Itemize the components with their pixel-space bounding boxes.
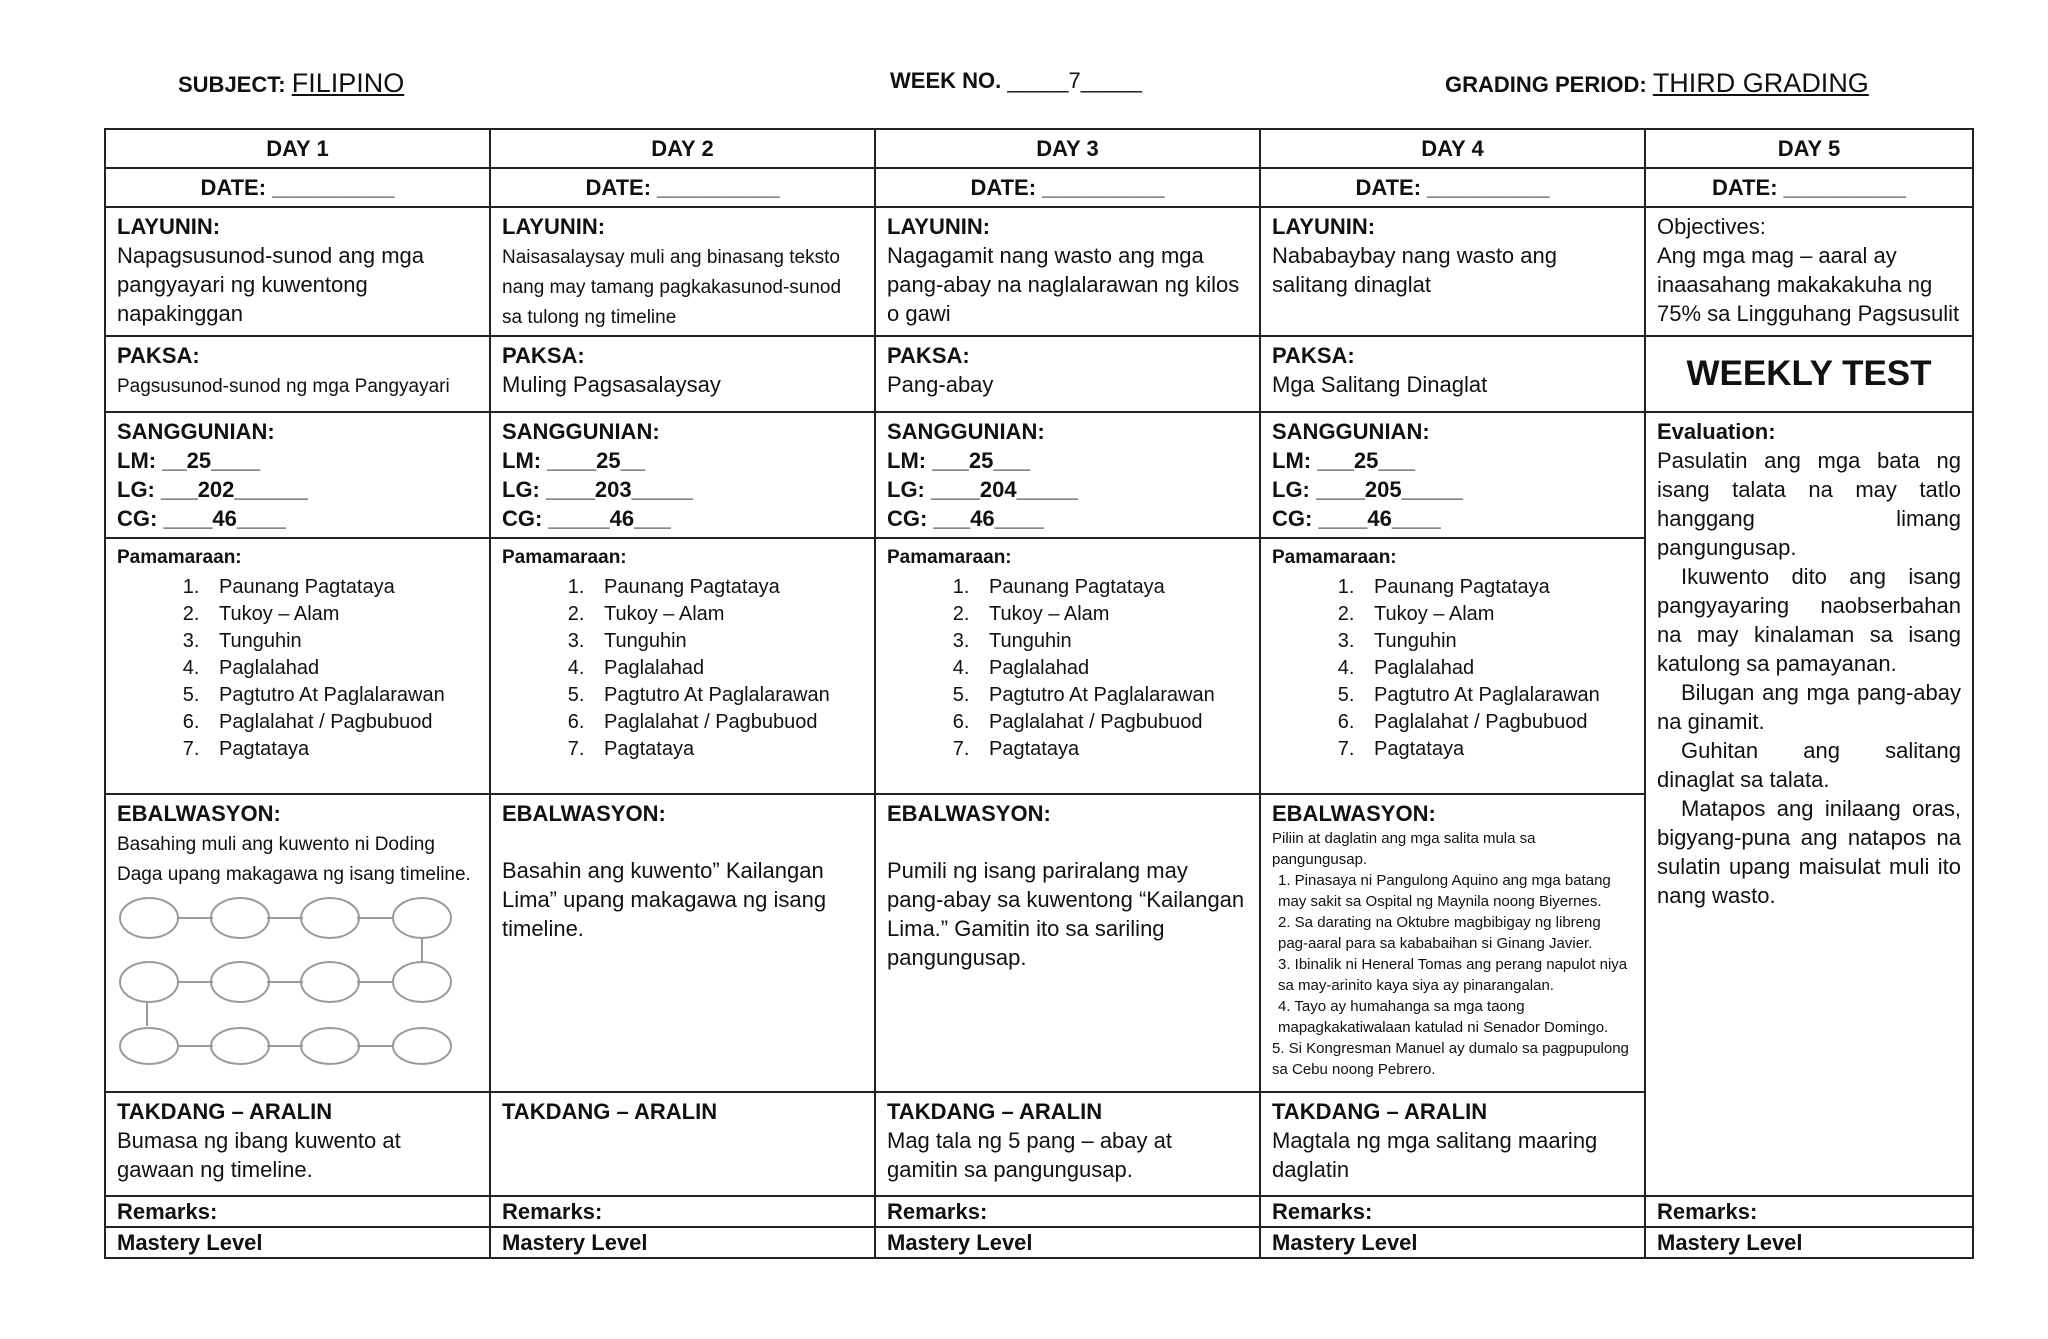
day-3-steps [887, 574, 1248, 763]
paksa-label: PAKSA: [117, 343, 200, 368]
grading-period-label: GRADING PERIOD: [1445, 72, 1647, 97]
day-2-lm: LM: ____25__ [502, 448, 646, 473]
week-label: WEEK NO. [890, 68, 1002, 93]
day-2-cg: CG: _____46___ [502, 506, 671, 531]
ebalwasyon-label: EBALWASYON: [887, 801, 1051, 826]
day-3-takdang-cell [875, 1092, 1260, 1196]
day-1-layunin-cell [105, 207, 490, 336]
day-4-ebalwasyon-item: 4. Tayo ay humahanga sa mga taong mapagkakatiwalaan katulad ni Senador Domingo. [1278, 998, 1609, 1036]
day-3-date: DATE: __________ [875, 168, 1260, 207]
layunin-row [105, 207, 1973, 336]
layunin-label: LAYUNIN: [1272, 214, 1376, 239]
day-3-takdang: Mag tala ng 5 pang – abay at gamitin sa pangungusap. [887, 1128, 1172, 1182]
layunin-label: LAYUNIN: [887, 214, 991, 239]
day-1-cg: CG: ____46____ [117, 506, 286, 531]
step-item: 1. Paunang Pagtataya [590, 574, 863, 601]
day-1-steps [117, 574, 478, 763]
weekly-test-title: WEEKLY TEST [1686, 354, 1932, 393]
subject-label: SUBJECT: [178, 72, 286, 97]
page-header [0, 68, 2048, 108]
sanggunian-label: SANGGUNIAN: [1272, 419, 1430, 444]
day-2-layunin-cell [490, 207, 875, 336]
evaluation-para-3: Bilugan ang mga pang-abay na ginamit. [1657, 680, 1961, 734]
objectives-label: Objectives: [1657, 214, 1766, 239]
day-5-paksa-cell [1645, 336, 1973, 412]
step-item: 6. Paglalahat / Pagbubuod [975, 709, 1248, 736]
day-2-ebalwasyon-cell [490, 794, 875, 1092]
day-4-ebalwasyon-item: 3. Ibinalik ni Heneral Tomas ang perang napulot niya sa may-arinito kaya siya ay pinarangalan. [1278, 956, 1628, 994]
step-item: 3. Tunguhin [975, 628, 1248, 655]
grading-period-line [1445, 68, 1869, 99]
day-3-title: DAY 3 [875, 129, 1260, 168]
step-item: 5. Pagtutro At Paglalarawan [1360, 682, 1633, 709]
day-2-lg: LG: ____203_____ [502, 477, 693, 502]
day-5-date: DATE: __________ [1645, 168, 1973, 207]
takdang-label: TAKDANG – ARALIN [502, 1099, 718, 1124]
ebalwasyon-label: EBALWASYON: [1272, 801, 1436, 826]
lesson-plan-table [104, 128, 1974, 1259]
step-item: 6. Paglalahat / Pagbubuod [590, 709, 863, 736]
day-3-cg: CG: ___46____ [887, 506, 1044, 531]
day-3-paksa-cell [875, 336, 1260, 412]
day-2-steps [502, 574, 863, 763]
step-item: 7. Pagtataya [205, 736, 478, 763]
step-item: 2. Tukoy – Alam [205, 601, 478, 628]
paksa-label: PAKSA: [1272, 343, 1355, 368]
day-4-lm: LM: ___25___ [1272, 448, 1416, 473]
day-3-mastery: Mastery Level [875, 1227, 1260, 1258]
day-3-pamamaraan-cell [875, 538, 1260, 794]
day-4-steps [1272, 574, 1633, 763]
step-item: 6. Paglalahat / Pagbubuod [205, 709, 478, 736]
day-3-paksa: Pang-abay [887, 372, 994, 397]
day-5-mastery: Mastery Level [1645, 1227, 1973, 1258]
day-4-ebalwasyon-intro: Piliin at daglatin ang mga salita mula sa pangungusap. [1272, 830, 1536, 868]
day-1-remarks: Remarks: [105, 1196, 490, 1227]
day-2-sanggunian-cell [490, 412, 875, 538]
day-4-ebalwasyon-cell [1260, 794, 1645, 1092]
evaluation-para-5: Matapos ang inilaang oras, bigyang-puna ang natapos na sulatin upang maisulat muli ito nang wasto. [1657, 796, 1961, 908]
step-item: 6. Paglalahat / Pagbubuod [1360, 709, 1633, 736]
step-item: 7. Pagtataya [1360, 736, 1633, 763]
paksa-label: PAKSA: [887, 343, 970, 368]
day-3-lm: LM: ___25___ [887, 448, 1031, 473]
ebalwasyon-label: EBALWASYON: [117, 801, 281, 826]
layunin-label: LAYUNIN: [117, 214, 221, 239]
day-2-remarks: Remarks: [490, 1196, 875, 1227]
day-3-sanggunian-cell [875, 412, 1260, 538]
step-item: 1. Paunang Pagtataya [1360, 574, 1633, 601]
day-3-remarks: Remarks: [875, 1196, 1260, 1227]
day-3-layunin-cell [875, 207, 1260, 336]
day-2-layunin: Naisasalaysay muli ang binasang teksto nang may tamang pagkakasunod-sunod sa tulong ng timeline [502, 247, 842, 328]
evaluation-para-4: Guhitan ang salitang dinaglat sa talata. [1657, 738, 1961, 792]
step-item: 4. Paglalahad [1360, 655, 1633, 682]
step-item: 3. Tunguhin [590, 628, 863, 655]
day-4-lg: LG: ____205_____ [1272, 477, 1463, 502]
sanggunian-label: SANGGUNIAN: [117, 419, 275, 444]
day-4-title: DAY 4 [1260, 129, 1645, 168]
day-4-ebalwasyon-item: 5. Si Kongresman Manuel ay dumalo sa pagpupulong sa Cebu noong Pebrero. [1272, 1040, 1629, 1078]
day-1-ebalwasyon-cell [105, 794, 490, 1092]
sanggunian-label: SANGGUNIAN: [887, 419, 1045, 444]
step-item: 3. Tunguhin [205, 628, 478, 655]
day-1-sanggunian-cell [105, 412, 490, 538]
week-value: _____7_____ [1007, 68, 1142, 93]
step-item: 4. Paglalahad [975, 655, 1248, 682]
day-5-objectives: Ang mga mag – aaral ay inaasahang makakakuha ng 75% sa Lingguhang Pagsusulit [1657, 243, 1960, 326]
day-4-mastery: Mastery Level [1260, 1227, 1645, 1258]
evaluation-para-2: Ikuwento dito ang isang pangyayaring naobserbahan na may kinalaman sa isang katulong sa pamayanan. [1657, 564, 1961, 676]
day-1-lm: LM: __25____ [117, 448, 261, 473]
step-item: 1. Paunang Pagtataya [205, 574, 478, 601]
day-2-pamamaraan-cell [490, 538, 875, 794]
day-5-objectives-cell [1645, 207, 1973, 336]
day-2-ebalwasyon: Basahin ang kuwento” Kailangan Lima” upang makagawa ng isang timeline. [502, 858, 827, 941]
step-item: 5. Pagtutro At Paglalarawan [975, 682, 1248, 709]
day-4-sanggunian-cell [1260, 412, 1645, 538]
day-4-takdang-cell [1260, 1092, 1645, 1196]
paksa-row [105, 336, 1973, 412]
subject-line [178, 68, 404, 99]
layunin-label: LAYUNIN: [502, 214, 606, 239]
step-item: 7. Pagtataya [975, 736, 1248, 763]
day-4-ebalwasyon-item: 2. Sa darating na Oktubre magbibigay ng libreng pag-aaral para sa kababaihan si Ginang Javier. [1278, 914, 1601, 952]
paksa-label: PAKSA: [502, 343, 585, 368]
day-2-paksa: Muling Pagsasalaysay [502, 372, 721, 397]
day-4-layunin: Nababaybay nang wasto ang salitang dinaglat [1272, 243, 1557, 297]
pamamaraan-label: Pamamaraan: [502, 547, 627, 568]
step-item: 4. Paglalahad [590, 655, 863, 682]
day-1-mastery: Mastery Level [105, 1227, 490, 1258]
day-3-ebalwasyon-cell [875, 794, 1260, 1092]
step-item: 2. Tukoy – Alam [1360, 601, 1633, 628]
timeline-diagram [117, 896, 457, 1066]
day-2-takdang-cell [490, 1092, 875, 1196]
day-2-date: DATE: __________ [490, 168, 875, 207]
day-4-cg: CG: ____46____ [1272, 506, 1441, 531]
step-item: 2. Tukoy – Alam [590, 601, 863, 628]
day-4-paksa-cell [1260, 336, 1645, 412]
day-header-row [105, 129, 1973, 168]
day-4-remarks: Remarks: [1260, 1196, 1645, 1227]
subject-value: FILIPINO [291, 68, 405, 98]
takdang-label: TAKDANG – ARALIN [117, 1099, 333, 1124]
takdang-label: TAKDANG – ARALIN [887, 1099, 1103, 1124]
step-item: 7. Pagtataya [590, 736, 863, 763]
ebalwasyon-label: EBALWASYON: [502, 801, 666, 826]
day-5-remarks: Remarks: [1645, 1196, 1973, 1227]
day-1-ebalwasyon: Basahing muli ang kuwento ni Doding Daga upang makagawa ng isang timeline. [117, 834, 471, 885]
day-4-date: DATE: __________ [1260, 168, 1645, 207]
day-1-pamamaraan-cell [105, 538, 490, 794]
evaluation-label: Evaluation: [1657, 419, 1776, 444]
day-2-paksa-cell [490, 336, 875, 412]
evaluation-para-1: Pasulatin ang mga bata ng isang talata na may tatlo hanggang limang pangungusap. [1657, 448, 1961, 560]
day-3-layunin: Nagagamit nang wasto ang mga pang-abay na naglalarawan ng kilos o gawi [887, 243, 1240, 326]
pamamaraan-label: Pamamaraan: [887, 547, 1012, 568]
day-2-mastery: Mastery Level [490, 1227, 875, 1258]
day-4-layunin-cell [1260, 207, 1645, 336]
pamamaraan-label: Pamamaraan: [117, 547, 242, 568]
grading-period-value: THIRD GRADING [1652, 68, 1869, 98]
day-1-title: DAY 1 [105, 129, 490, 168]
day-1-layunin: Napagsusunod-sunod ang mga pangyayari ng kuwentong napakinggan [117, 243, 425, 326]
day-4-paksa: Mga Salitang Dinaglat [1272, 372, 1488, 397]
day-3-ebalwasyon: Pumili ng isang pariralang may pang-abay sa kuwentong “Kailangan Lima.” Gamitin ito sa sariling pangungusap. [887, 858, 1245, 970]
mastery-row [105, 1227, 1973, 1258]
day-5-title: DAY 5 [1645, 129, 1973, 168]
day-4-takdang: Magtala ng mga salitang maaring daglatin [1272, 1128, 1598, 1182]
step-item: 5. Pagtutro At Paglalarawan [590, 682, 863, 709]
pamamaraan-label: Pamamaraan: [1272, 547, 1397, 568]
day-1-paksa-cell [105, 336, 490, 412]
day-1-date: DATE: __________ [105, 168, 490, 207]
step-item: 2. Tukoy – Alam [975, 601, 1248, 628]
day-1-lg: LG: ___202______ [117, 477, 308, 502]
day-4-ebalwasyon-item: 1. Pinasaya ni Pangulong Aquino ang mga batang may sakit sa Ospital ng Maynila noong Biyernes. [1278, 872, 1611, 910]
day-2-title: DAY 2 [490, 129, 875, 168]
step-item: 3. Tunguhin [1360, 628, 1633, 655]
day-1-takdang-cell [105, 1092, 490, 1196]
day-1-takdang: Bumasa ng ibang kuwento at gawaan ng timeline. [117, 1128, 401, 1182]
day-1-paksa: Pagsusunod-sunod ng mga Pangyayari [117, 376, 450, 397]
step-item: 5. Pagtutro At Paglalarawan [205, 682, 478, 709]
day-5-evaluation-cell [1645, 412, 1973, 1196]
sanggunian-label: SANGGUNIAN: [502, 419, 660, 444]
week-line [890, 68, 1142, 94]
step-item: 1. Paunang Pagtataya [975, 574, 1248, 601]
date-row [105, 168, 1973, 207]
day-4-pamamaraan-cell [1260, 538, 1645, 794]
sanggunian-row [105, 412, 1973, 538]
takdang-label: TAKDANG – ARALIN [1272, 1099, 1488, 1124]
step-item: 4. Paglalahad [205, 655, 478, 682]
remarks-row [105, 1196, 1973, 1227]
day-3-lg: LG: ____204_____ [887, 477, 1078, 502]
